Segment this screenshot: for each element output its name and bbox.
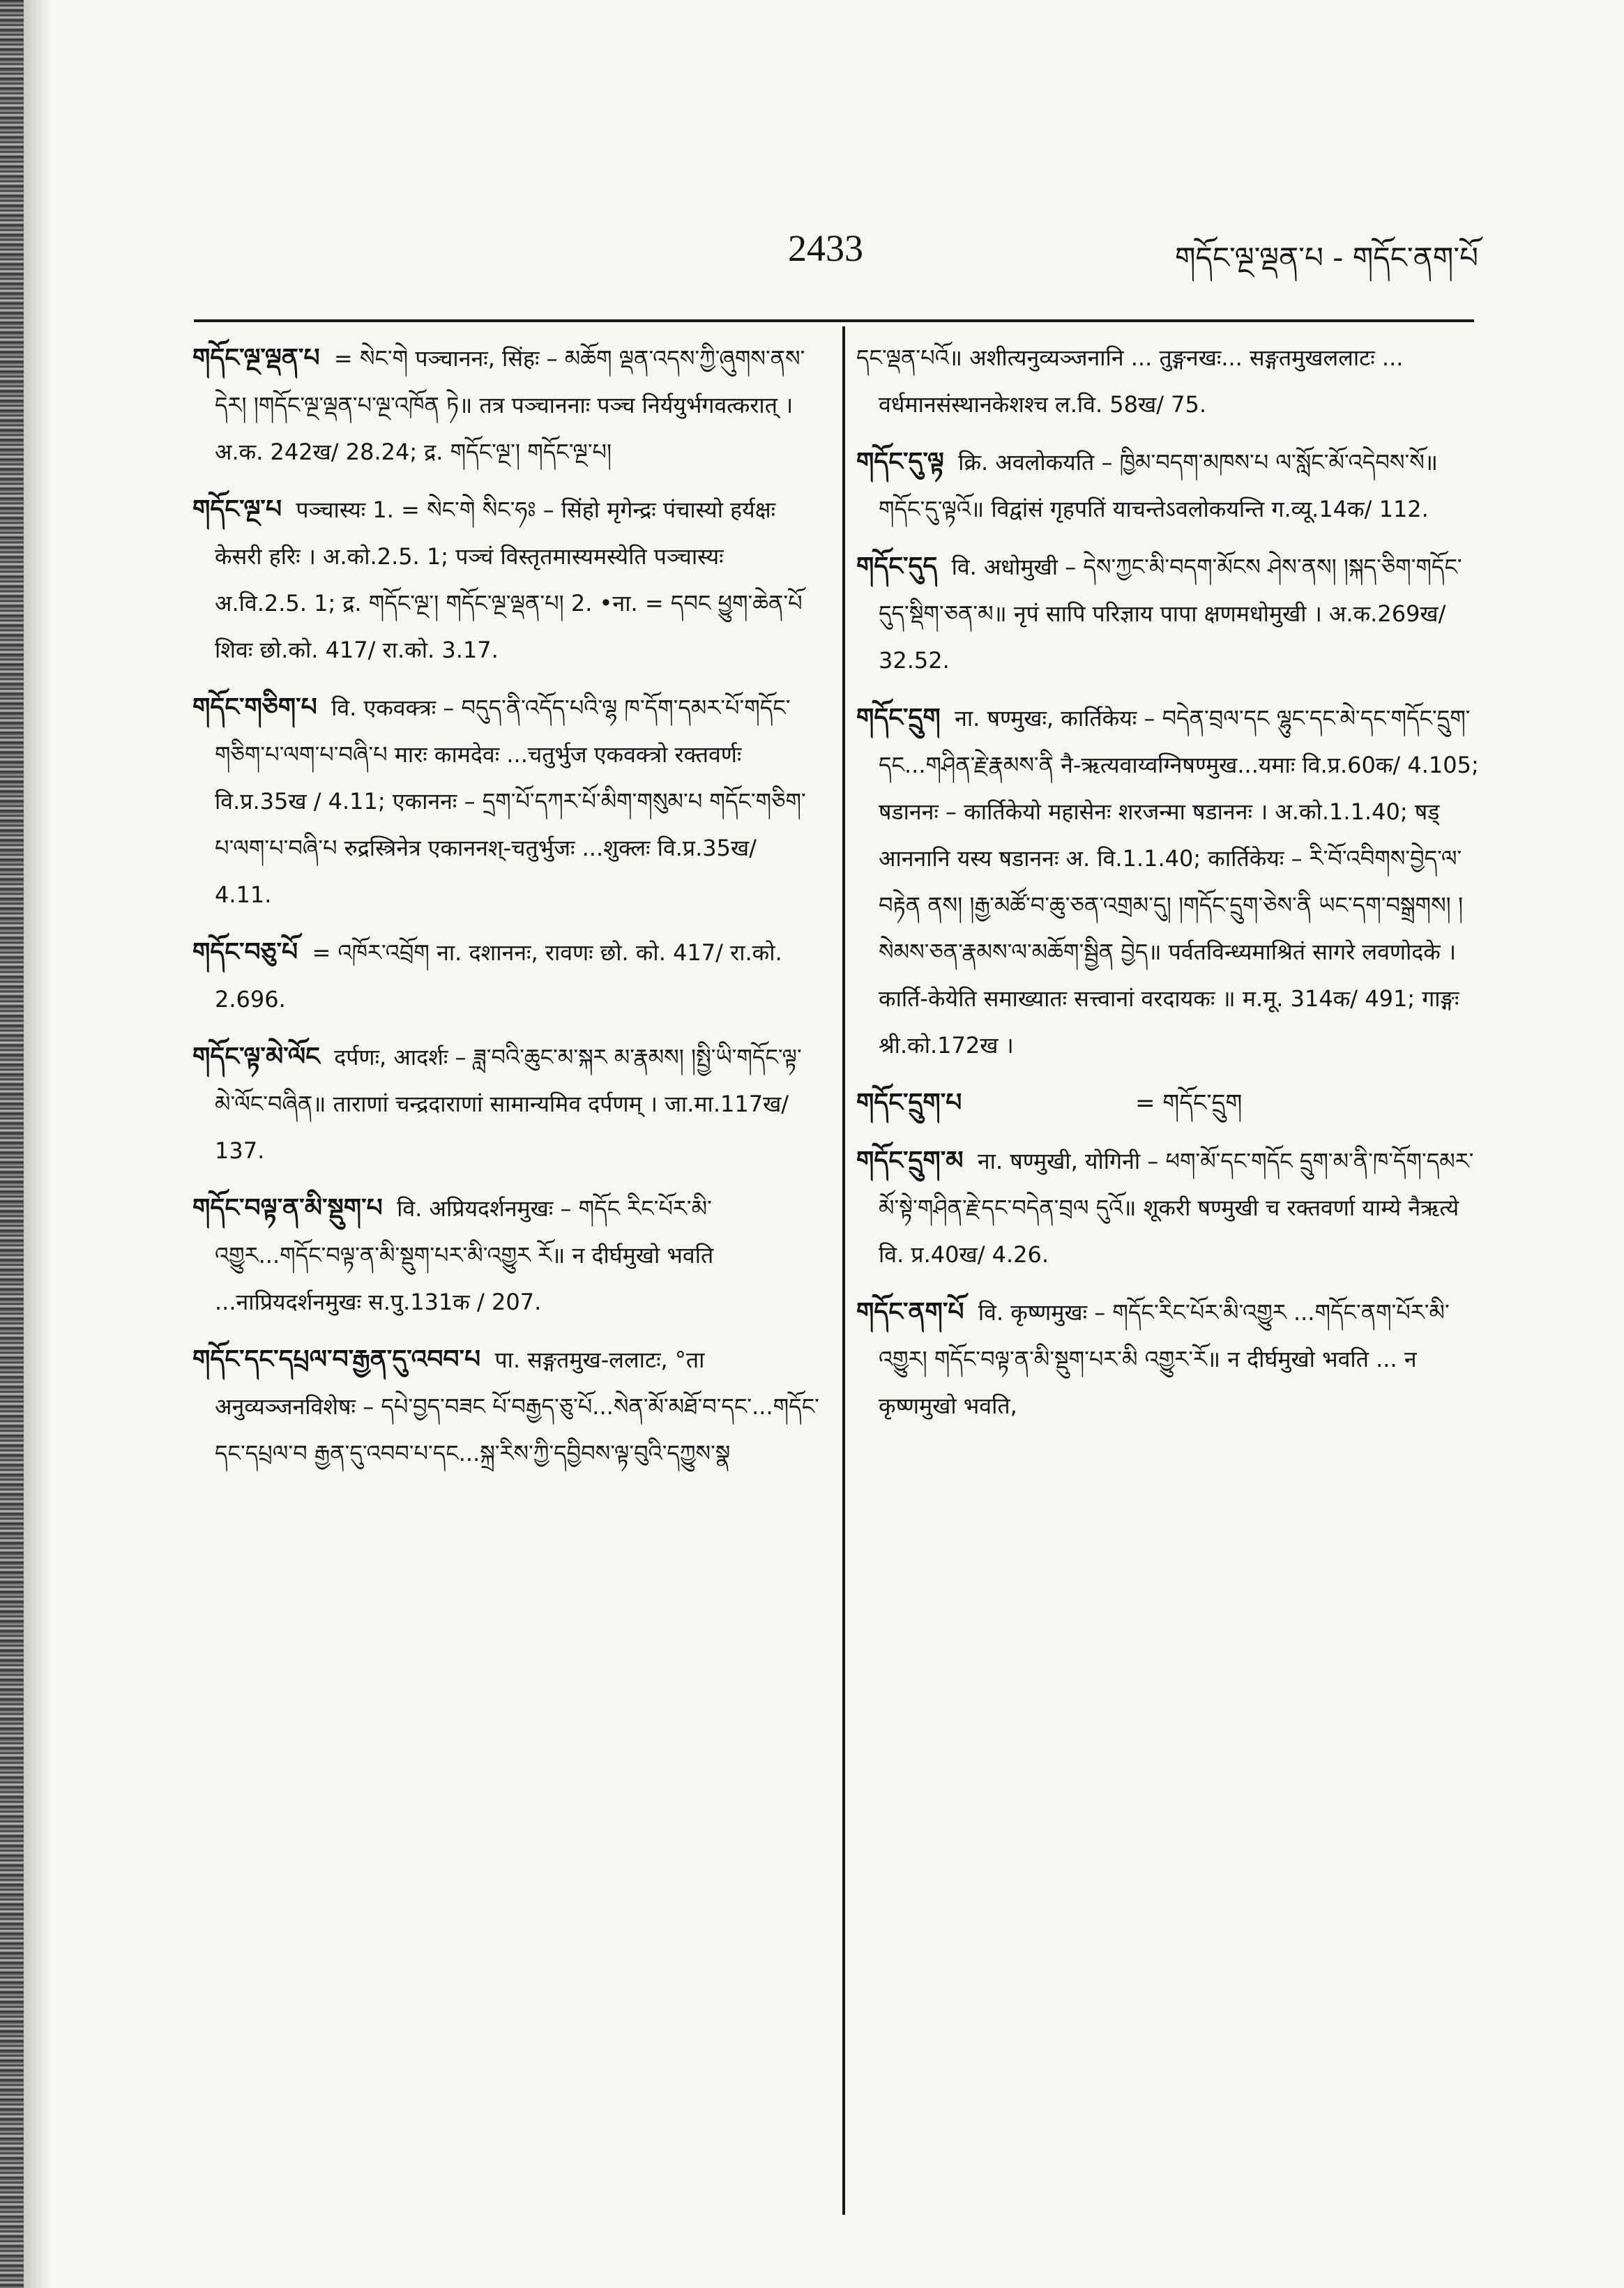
entry-headword: གདོང་དྲུག [856, 704, 941, 732]
dictionary-entry [192, 684, 820, 918]
entry-headword: གདོང་གཅིག་པ [192, 693, 317, 722]
page-header [195, 216, 1478, 293]
entry-body: पञ्चास्यः 1. = སེང་གེ སིང་ཧཿ – सिंहो मृगेन्द्रः पंचास्यो हर्यक्षः केसरी हरिः । अ.को.2.5. 1; पञ्चं विस्तृतमास्यमस्येति पञ्चास्यः अ.वि.2.5. 1; द्र. གདོང་ལྔ་། གདོང་ལྔ་ལྡན་པ། 2. •ना. = དབང ཕྱུག་ཆེན་པོ शिवः छो.को. 417/ रा.को. 3.17. [215, 497, 803, 663]
dictionary-entry [856, 1137, 1484, 1278]
entry-body: वि. कृष्णमुखः – གདོང་རིང་པོར་མི་འགྱུར ...གདོང་ནག་པོར་མི་འགྱུར། གདོང་བལྟ་ན་མི་སྡུག་པར་མི འགྱུར་རོ॥ न दीर्घमुखो भवति ... न कृष्णमुखो भवति, [879, 1299, 1450, 1419]
dictionary-entry-continued [856, 335, 1484, 428]
running-head: གདོང་ལྔ་ལྡན་པ - གདོང་ནག་པོ [1174, 241, 1478, 275]
entry-headword: གདོང་དུ་ལྟ [856, 448, 944, 476]
entry-body: दर्पणः, आदर्शः – ཟླ་བའི་ཆུང་མ་སྐར མ་རྣམས། །སྤྱི་ཡི་གདོང་ལྟ་མེ་ལོང་བཞིན॥ ताराणां चन्द्रदाराणां सामान्यमिव दर्पणम् । जा.मा.117ख/ 137. [215, 1044, 802, 1164]
right-column [856, 335, 1484, 1440]
entry-body: पा. सङ्गतमुख-ललाटः, °ता अनुव्यञ्जनविशेषः – དཔེ་བྱད་བཟང པོ་བརྒྱད་ཅུ་པོ...སེན་མོ་མཐོ་བ་དང་...གདོང་དང་དཔྲལ་བ རྒྱན་དུ་འབབ་པ་དང...སྐྲ་རིས་ཀྱི་དབྱིབས་ལྟ་བུའི་དཀྱུས་སྣ [215, 1347, 819, 1467]
dictionary-entry [192, 1185, 820, 1326]
entry-body: ना. षण्मुखी, योगिनी – ཕག་མོ་དང་གདོང དྲུག་མ་ནི་ཁ་དོག་དམར་མོ་སྟེ་གཤིན་རྗེ་དང་བདེན་བྲལ དུའོ॥ शूकरी षण्मुखी च रक्तवर्णा याम्ये नैऋत्ये वि. प्र.40ख/ 4.26. [879, 1148, 1474, 1268]
left-column [192, 335, 820, 1487]
entry-body: वि. अधोमुखी – དེས་ཀྱང་མི་བདག་མོངས ཤེས་ནས། །སྐད་ཅིག་གདོང་དུད་སྡིག་ཅན་མ॥ नृपं सापि परिज्ञाय पापा क्षणमधोमुखी । अ.क.269ख/ 32.52. [879, 554, 1462, 674]
dictionary-cross-reference [856, 1079, 1484, 1127]
entry-body: ना. षण्मुखः, कार्तिकेयः – བདེན་བྲལ་དང ལྷུང་དང་མེ་དང་གདོང་དྲུག་དང...གཤིན་རྗེ་རྣམས་ནི नै-ऋत्यवाय्वग्निषण्मुख...यमाः वि.प्र.60क/ 4.105; षडाननः – कार्तिकेयो महासेनः शरजन्मा षडाननः । अ.को.1.1.40; षड् आननानि यस्य षडाननः अ. वि.1.1.40; कार्तिकेयः – རི་བོ་འབིགས་བྱེད་ལ་བརྟེན ནས། །རྒྱ་མཚོ་བ་ཆུ་ཅན་འགྲམ་དུ། །གདོང་དྲུག་ཅེས་ནི ཡང་དག་བསྒྲགས། །སེམས་ཅན་རྣམས་ལ་མཆོག་སྦྱིན བྱེད॥ पर्वतविन्ध्यमाश्रितं सागरे लवणोदके । कार्ति-केयेति समाख्यातः सत्त्वानां वरदायकः ॥ म.मू. 314क/ 491; गाङ्गः श्री.को.172ख । [879, 705, 1479, 1059]
entry-headword: གདོང་དྲུག་མ [856, 1146, 964, 1175]
column-divider [842, 326, 845, 2215]
book-spine-edge [0, 0, 24, 2288]
entry-equivalent: = གདོང་དྲུག [1135, 1089, 1243, 1117]
entry-headword: གདོང་དང་དཔྲལ་བ་རྒྱན་དུ་འབབ་པ [192, 1345, 481, 1374]
entry-body: वि. एकवक्त्रः – བདུད་ནི་འདོད་པའི་ལྷ ཁ་དོག་དམར་པོ་གདོང་གཅིག་པ་ལག་པ་བཞི་པ मारः कामदेवः ...चतुर्भुज एकवक्त्रो रक्तवर्णः वि.प्र.35ख / 4.11; एकाननः – དྲག་པོ་དཀར་པོ་མིག་གསུམ་པ གདོང་གཅིག་པ་ལག་པ་བཞི་པ रुद्रस्त्रिनेत्र एकाननश्-चतुर्भुजः ...शुक्लः वि.प्र.35ख/ 4.11. [215, 695, 806, 908]
entry-headword: གདོང་བལྟ་ན་མི་སྡུག་པ [192, 1194, 383, 1222]
entry-headword: གདོང་དྲུག་པ [856, 1089, 962, 1117]
entry-body: = འཁོར་འབྲོག ना. दशाननः, रावणः छो. को. 417/ रा.को. 2.696. [215, 939, 782, 1013]
entry-headword: གདོང་བཅུ་པོ [192, 938, 298, 967]
dictionary-entry [856, 695, 1484, 1069]
dictionary-entry [192, 1033, 820, 1174]
entry-headword: གདོང་ལྔ་ལྡན་པ [192, 344, 320, 372]
entry-headword: གདོང་དུད [856, 552, 938, 581]
dictionary-entry [856, 439, 1484, 533]
entry-headword: གདོང་ལྔ་པ [192, 495, 282, 524]
page-number: 2433 [788, 227, 863, 269]
dictionary-entry [192, 929, 820, 1023]
entry-body: དང་ལྡན་པའོ॥ अशीत्यनुव्यञ्जनानि ... तुङ्गनखः... सङ्गतमुखललाटः ... वर्धमानसंस्थानकेशश्च ल.वि. 58ख/ 75. [856, 344, 1404, 418]
entry-headword: གདོང་ལྟ་མེ་ལོང [192, 1043, 320, 1071]
dictionary-entry [192, 486, 820, 674]
entry-body: = སེང་གེ पञ्चाननः, सिंहः – མཆོག ལྡན་འདས་ཀྱི་ཞུགས་ནས་དེར། །གདོང་ལྔ་ལྡན་པ་ལྔ་འཁོན ཏེ॥ तत्र पञ्चाननाः पञ्च निर्ययुर्भगवत्करात् । अ.क. 242ख/ 28.24; द्र. གདོང་ལྔ་། གདོང་ལྔ་པ། [215, 345, 805, 465]
dictionary-entry [856, 1289, 1484, 1430]
gutter-shadow [24, 0, 52, 2288]
entry-body: वि. अप्रियदर्शनमुखः – གདོང རིང་པོར་མི་འགྱུར...གདོང་བལྟ་ན་མི་སྡུག་པར་མི་འགྱུར རོ॥ न दीर्घमुखो भवति ...नाप्रियदर्शनमुखः स.पु.131क / 207. [215, 1195, 714, 1315]
dictionary-entry [192, 335, 820, 476]
header-rule [194, 319, 1474, 322]
dictionary-entry [192, 1336, 820, 1477]
entry-body: क्रि. अवलोकयति – ཁྱིམ་བདག་མཁས་པ ལ་སློང་མོ་འདེབས་སོ॥ གདོང་དུ་ལྟའོ॥ विद्वांसं गृहपतिं याचन्तेऽवलोकयन्ति ग.व्यू.14क/ 112. [879, 449, 1438, 522]
dictionary-entry [856, 543, 1484, 684]
entry-headword: གདོང་ནག་པོ [856, 1298, 964, 1326]
